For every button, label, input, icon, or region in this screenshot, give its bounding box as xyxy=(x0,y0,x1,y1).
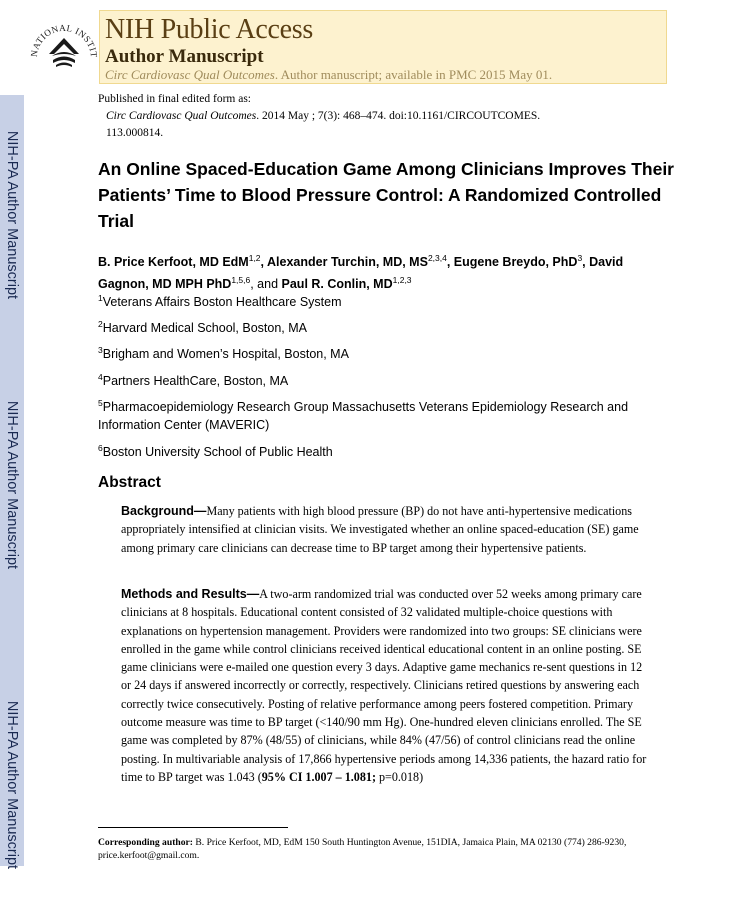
author: B. Price Kerfoot, MD EdM xyxy=(98,255,249,270)
author: Paul R. Conlin, MD xyxy=(281,277,393,292)
author: Eugene Breydo, PhD xyxy=(453,255,578,270)
corresponding-author-footnote: Corresponding author: B. Price Kerfoot, MD, EdM 150 South Huntington Avenue, 151DIA, Jamaica Plain, MA 02130 (774) 286-9230, price.kerfoot@gmail.com. xyxy=(98,837,627,861)
nih-logo xyxy=(27,8,101,84)
abstract-methods: Methods and Results—A two-arm randomized trial was conducted over 52 weeks among primary care clinicians at 8 hospitals. Educational content consisted of 32 validated multiple-choice questions with explanations on hypertension management. Providers were randomized into two groups: SE clinicians were enrolled in the game while control clinicians received identical educational content in an online posting. SE game clinicians were e-mailed one question every 3 days. Adaptive game mechanics re-sent questions in 12 or 24 days if answered incorrectly or correctly, respectively. Clinicians retired questions by answering each correctly twice consecutively. Posting of relative performance among peers fostered competition. Primary outcome measure was time to BP target (<140/90 mm Hg). One-hundred eleven clinicians enrolled. The SE game was completed by 87% (48/55) of clinicians, while 84% (47/56) of control clinicians read the online posting. In multivariable analysis of 17,866 hypertensive periods among 14,336 patients, the hazard ratio for time to BP target was 1.043 (95% CI 1.007 – 1.081; p=0.018) xyxy=(121,587,647,784)
affiliation: $^2$Harvard Medical School, Boston, MA xyxy=(98,319,307,336)
author: David Gagnon, MD MPH PhD xyxy=(98,255,624,292)
sidebar-label-1: NIH-PA Author Manuscript xyxy=(4,130,21,300)
article-title: An Online Spaced-Education Game Among Clinicians Improves Their Patients’ Time to Blood Pressure Control: A Randomized Controlled Trial xyxy=(98,159,674,231)
header-subtitle: Author Manuscript xyxy=(105,46,264,67)
nih-header-banner xyxy=(99,10,667,84)
published-info: Published in final edited form as: Circ Cardiovasc Qual Outcomes. 2014 May ; 7(3): 468–474. doi:10.1161/CIRCOUTCOMES. 113.000814. xyxy=(98,93,541,139)
footnote-divider xyxy=(98,827,288,828)
author-list: B. Price Kerfoot, MD EdM$^{1,2}$, Alexander Turchin, MD, MS$^{2,3,4}$, Eugene Breydo, PhD$^3$, David Gagnon, MD MPH PhD$^{1,5,6}$, and Paul R. Conlin, MD$^{1,2,3}$ xyxy=(98,253,624,292)
affiliation: $^6$Boston University School of Public Health xyxy=(98,443,333,460)
eagle-icon xyxy=(49,38,79,67)
affiliation: $^4$Partners HealthCare, Boston, MA xyxy=(98,372,289,389)
abstract-heading: Abstract xyxy=(98,474,161,491)
affiliation: $^5$Pharmacoepidemiology Research Group Massachusetts Veterans Epidemiology Research and Information Center (MAVERIC) xyxy=(98,398,629,433)
affiliation: $^3$Brigham and Women’s Hospital, Boston, MA xyxy=(98,345,349,362)
author: Alexander Turchin, MD, MS xyxy=(267,255,428,270)
sidebar-strip xyxy=(0,95,24,870)
svg-text:NATIONAL INSTITUTES OF HEALTH: NATIONAL INSTIT xyxy=(28,22,100,59)
header-title: NIH Public Access xyxy=(105,14,313,45)
abstract-background: Background—Many patients with high blood pressure (BP) do not have anti-hypertensive medications appropriately intensified at clinician visits. We investigated whether an online spaced-education (SE) game among primary care clinicians can decrease time to BP target among their hypertensive patients. xyxy=(121,504,639,555)
sidebar-label-3: NIH-PA Author Manuscript xyxy=(4,700,21,870)
affiliation: $^1$Veterans Affairs Boston Healthcare System xyxy=(98,293,342,310)
sidebar-label-2: NIH-PA Author Manuscript xyxy=(4,400,21,570)
header-citation: Circ Cardiovasc Qual Outcomes. Author manuscript; available in PMC 2015 May 01. xyxy=(105,67,553,82)
